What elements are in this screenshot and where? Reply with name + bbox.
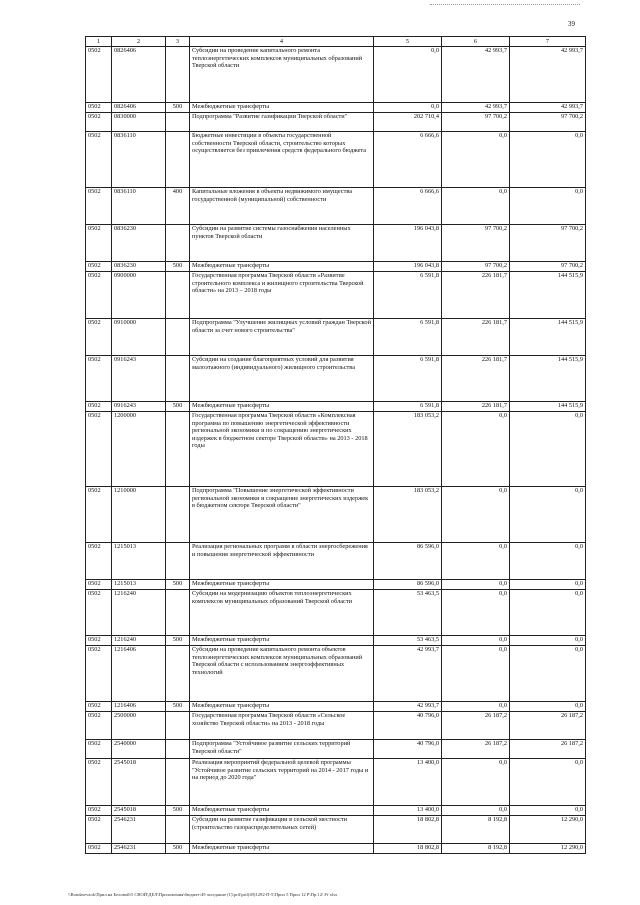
amount-year3-cell: 0,0	[510, 487, 586, 543]
amount-year3-cell: 0,0	[510, 806, 586, 816]
table-row	[86, 816, 586, 844]
description-cell: Субсидии на развитие газификации в сельской местности (строительство газораспределительных сетей)	[190, 816, 374, 844]
table-row	[86, 580, 586, 590]
amount-year2-cell: 26 187,2	[442, 712, 510, 740]
budget-table	[85, 36, 586, 854]
expense-type-cell	[166, 543, 190, 580]
amount-year2-cell: 0,0	[442, 590, 510, 636]
amount-year1-cell: 183 053,2	[374, 412, 442, 487]
amount-year2-cell: 97 700,2	[442, 225, 510, 262]
amount-year1-cell: 40 796,0	[374, 740, 442, 759]
amount-year2-cell: 26 187,2	[442, 740, 510, 759]
amount-year3-cell: 26 187,2	[510, 712, 586, 740]
table-row	[86, 412, 586, 487]
target-article-cell: 2540000	[112, 740, 166, 759]
description-cell: Подпрограмма "Повышение энергетической эффективности региональной экономики и сокращение энергетических издержек в бюджетном секторе Тверской области"	[190, 487, 374, 543]
expense-type-cell	[166, 759, 190, 806]
section-code-cell: 0502	[86, 712, 112, 740]
target-article-cell: 0836110	[112, 132, 166, 188]
amount-year1-cell: 18 802,8	[374, 844, 442, 854]
top-dotted-mark	[430, 4, 580, 6]
section-code-cell: 0502	[86, 402, 112, 412]
target-article-cell: 0830000	[112, 113, 166, 132]
target-article-cell: 2546231	[112, 816, 166, 844]
table-row	[86, 487, 586, 543]
table-row	[86, 319, 586, 356]
amount-year2-cell: 42 993,7	[442, 47, 510, 103]
table-row	[86, 590, 586, 636]
amount-year1-cell: 42 993,7	[374, 702, 442, 712]
amount-year1-cell: 40 796,0	[374, 712, 442, 740]
target-article-cell: 1216406	[112, 702, 166, 712]
description-cell: Субсидии на развитие системы газоснабжения населенных пунктов Тверской области	[190, 225, 374, 262]
table-row	[86, 103, 586, 113]
description-cell: Межбюджетные трансферты	[190, 636, 374, 646]
header-col-7: 7	[510, 37, 586, 47]
table-row	[86, 646, 586, 702]
target-article-cell: 0916243	[112, 356, 166, 402]
description-cell: Межбюджетные трансферты	[190, 402, 374, 412]
amount-year1-cell: 6 591,8	[374, 319, 442, 356]
expense-type-cell: 500	[166, 636, 190, 646]
amount-year1-cell: 13 400,0	[374, 759, 442, 806]
amount-year3-cell: 97 700,2	[510, 225, 586, 262]
amount-year1-cell: 18 802,8	[374, 816, 442, 844]
description-cell: Государственная программа Тверской области «Комплексная программа по повышению энергетической эффективности региональной экономики и по сокращению энергетических издержек в бюджетном секторе Тверской области» на 2013 - 2018 годы	[190, 412, 374, 487]
description-cell: Государственная программа Тверской области «Развитие строительного комплекса и жилищного строительства Тверской области» на 2013 – 2018 годы	[190, 272, 374, 319]
section-code-cell: 0502	[86, 487, 112, 543]
expense-type-cell	[166, 132, 190, 188]
amount-year3-cell: 144 515,9	[510, 319, 586, 356]
amount-year2-cell: 0,0	[442, 702, 510, 712]
amount-year3-cell: 0,0	[510, 543, 586, 580]
amount-year2-cell: 0,0	[442, 543, 510, 580]
target-article-cell: 1216406	[112, 646, 166, 702]
section-code-cell: 0502	[86, 759, 112, 806]
amount-year2-cell: 0,0	[442, 646, 510, 702]
table-header-row	[86, 37, 586, 47]
amount-year2-cell: 226 181,7	[442, 319, 510, 356]
amount-year3-cell: 0,0	[510, 646, 586, 702]
table-row	[86, 844, 586, 854]
description-cell: Субсидии на проведение капитального ремонта объектов теплоэнергетических комплексов муниципальных образований Тверской области с использованием энергоэффективных технологий	[190, 646, 374, 702]
description-cell: Межбюджетные трансферты	[190, 702, 374, 712]
amount-year1-cell: 202 710,4	[374, 113, 442, 132]
amount-year3-cell: 144 515,9	[510, 356, 586, 402]
expense-type-cell	[166, 712, 190, 740]
target-article-cell: 0910000	[112, 319, 166, 356]
amount-year1-cell: 53 463,5	[374, 636, 442, 646]
amount-year1-cell: 86 596,0	[374, 580, 442, 590]
table-row	[86, 543, 586, 580]
amount-year3-cell: 144 515,9	[510, 272, 586, 319]
target-article-cell: 0836230	[112, 262, 166, 272]
table-body	[86, 47, 586, 854]
footer-file-path: \\Bondarevaok\Прил.на Беловой\5 СВОЙ\ДЕЛ\Приложения\бюджет\49 заседание (1)\pril\pril(49)1292-П-5\Прил 5 Прил 12 Р\Пр.12\ Ff xlsx	[68, 892, 338, 897]
amount-year3-cell: 0,0	[510, 132, 586, 188]
table-row	[86, 225, 586, 262]
description-cell: Бюджетные инвестиции в объекты государственной собственности Тверской области, строительство которых осуществляется без привлечения средств федерального бюджета	[190, 132, 374, 188]
amount-year3-cell: 97 700,2	[510, 262, 586, 272]
description-cell: Подпрограмма "Устойчивое развитие сельских территорий Тверской области"	[190, 740, 374, 759]
expense-type-cell	[166, 356, 190, 402]
section-code-cell: 0502	[86, 47, 112, 103]
amount-year3-cell: 0,0	[510, 412, 586, 487]
table-row	[86, 188, 586, 225]
amount-year2-cell: 226 181,7	[442, 356, 510, 402]
amount-year2-cell: 8 192,8	[442, 844, 510, 854]
description-cell: Межбюджетные трансферты	[190, 103, 374, 113]
description-cell: Межбюджетные трансферты	[190, 262, 374, 272]
expense-type-cell: 400	[166, 188, 190, 225]
description-cell: Субсидии на создание благоприятных условий для развития малоэтажного (индивидуального) жилищного строительства	[190, 356, 374, 402]
target-article-cell: 2500000	[112, 712, 166, 740]
section-code-cell: 0502	[86, 816, 112, 844]
target-article-cell: 0916243	[112, 402, 166, 412]
target-article-cell: 2545018	[112, 759, 166, 806]
amount-year2-cell: 0,0	[442, 132, 510, 188]
amount-year1-cell: 196 043,8	[374, 225, 442, 262]
amount-year3-cell: 42 993,7	[510, 103, 586, 113]
target-article-cell: 2546231	[112, 844, 166, 854]
table-row	[86, 47, 586, 103]
section-code-cell: 0502	[86, 543, 112, 580]
amount-year1-cell: 53 463,5	[374, 590, 442, 636]
section-code-cell: 0502	[86, 272, 112, 319]
table-row	[86, 806, 586, 816]
section-code-cell: 0502	[86, 113, 112, 132]
description-cell: Подпрограмма "Развитие газификации Тверской области"	[190, 113, 374, 132]
target-article-cell: 2545018	[112, 806, 166, 816]
amount-year2-cell: 0,0	[442, 487, 510, 543]
target-article-cell: 1210000	[112, 487, 166, 543]
table-row	[86, 759, 586, 806]
expense-type-cell: 500	[166, 844, 190, 854]
description-cell: Государственная программа Тверской области «Сельское хозяйство Тверской области» на 2013 - 2018 годы	[190, 712, 374, 740]
section-code-cell: 0502	[86, 103, 112, 113]
section-code-cell: 0502	[86, 580, 112, 590]
target-article-cell: 1216240	[112, 636, 166, 646]
amount-year1-cell: 42 993,7	[374, 646, 442, 702]
amount-year2-cell: 0,0	[442, 412, 510, 487]
amount-year2-cell: 97 700,2	[442, 113, 510, 132]
header-col-5: 5	[374, 37, 442, 47]
section-code-cell: 0502	[86, 225, 112, 262]
amount-year1-cell: 6 591,8	[374, 272, 442, 319]
expense-type-cell	[166, 113, 190, 132]
table-row	[86, 356, 586, 402]
target-article-cell: 0826406	[112, 47, 166, 103]
amount-year3-cell: 0,0	[510, 188, 586, 225]
section-code-cell: 0502	[86, 262, 112, 272]
target-article-cell: 0836230	[112, 225, 166, 262]
amount-year3-cell: 12 290,0	[510, 844, 586, 854]
expense-type-cell	[166, 487, 190, 543]
amount-year2-cell: 0,0	[442, 636, 510, 646]
table-row	[86, 262, 586, 272]
table-row	[86, 402, 586, 412]
page-number: 39	[568, 20, 575, 28]
target-article-cell: 1215013	[112, 580, 166, 590]
section-code-cell: 0502	[86, 646, 112, 702]
target-article-cell: 1200000	[112, 412, 166, 487]
expense-type-cell	[166, 816, 190, 844]
expense-type-cell	[166, 740, 190, 759]
amount-year1-cell: 86 596,0	[374, 543, 442, 580]
expense-type-cell: 500	[166, 702, 190, 712]
header-col-2: 2	[112, 37, 166, 47]
section-code-cell: 0502	[86, 590, 112, 636]
amount-year3-cell: 12 290,0	[510, 816, 586, 844]
amount-year2-cell: 0,0	[442, 188, 510, 225]
description-cell: Межбюджетные трансферты	[190, 806, 374, 816]
header-col-4: 4	[190, 37, 374, 47]
section-code-cell: 0502	[86, 412, 112, 487]
description-cell: Подпрограмма "Улучшение жилищных условий граждан Тверской области за счет нового строительства"	[190, 319, 374, 356]
section-code-cell: 0502	[86, 702, 112, 712]
target-article-cell: 0900000	[112, 272, 166, 319]
section-code-cell: 0502	[86, 319, 112, 356]
expense-type-cell: 500	[166, 806, 190, 816]
amount-year3-cell: 26 187,2	[510, 740, 586, 759]
expense-type-cell: 500	[166, 262, 190, 272]
amount-year1-cell: 13 400,0	[374, 806, 442, 816]
expense-type-cell	[166, 272, 190, 319]
amount-year2-cell: 0,0	[442, 806, 510, 816]
amount-year3-cell: 0,0	[510, 636, 586, 646]
section-code-cell: 0502	[86, 132, 112, 188]
expense-type-cell	[166, 319, 190, 356]
amount-year1-cell: 6 591,8	[374, 402, 442, 412]
section-code-cell: 0502	[86, 636, 112, 646]
target-article-cell: 1216240	[112, 590, 166, 636]
amount-year3-cell: 0,0	[510, 590, 586, 636]
expense-type-cell	[166, 225, 190, 262]
amount-year1-cell: 196 043,8	[374, 262, 442, 272]
amount-year2-cell: 0,0	[442, 759, 510, 806]
header-col-3: 3	[166, 37, 190, 47]
table-row	[86, 740, 586, 759]
header-col-1: 1	[86, 37, 112, 47]
description-cell: Межбюджетные трансферты	[190, 580, 374, 590]
amount-year2-cell: 0,0	[442, 580, 510, 590]
amount-year1-cell: 0,0	[374, 103, 442, 113]
table-row	[86, 132, 586, 188]
section-code-cell: 0502	[86, 188, 112, 225]
section-code-cell: 0502	[86, 740, 112, 759]
target-article-cell: 1215013	[112, 543, 166, 580]
table-row	[86, 272, 586, 319]
target-article-cell: 0836110	[112, 188, 166, 225]
section-code-cell: 0502	[86, 356, 112, 402]
description-cell: Реализация региональных программ в области энергосбережения и повышения энергетической эффективности	[190, 543, 374, 580]
amount-year1-cell: 183 053,2	[374, 487, 442, 543]
expense-type-cell: 500	[166, 580, 190, 590]
table-row	[86, 636, 586, 646]
expense-type-cell	[166, 412, 190, 487]
amount-year1-cell: 6 591,8	[374, 356, 442, 402]
description-cell: Субсидии на проведение капитального ремонта теплоэнергетических комплексов муниципальных образований Тверской области	[190, 47, 374, 103]
table-row	[86, 712, 586, 740]
amount-year3-cell: 0,0	[510, 580, 586, 590]
amount-year3-cell: 97 700,2	[510, 113, 586, 132]
description-cell: Капитальные вложения в объекты недвижимого имущества государственной (муниципальной) собственности	[190, 188, 374, 225]
amount-year2-cell: 8 192,8	[442, 816, 510, 844]
description-cell: Субсидии на модернизацию объектов теплоэнергетических комплексов муниципальных образований Тверской области	[190, 590, 374, 636]
amount-year2-cell: 226 181,7	[442, 402, 510, 412]
header-col-6: 6	[442, 37, 510, 47]
amount-year3-cell: 0,0	[510, 759, 586, 806]
description-cell: Межбюджетные трансферты	[190, 844, 374, 854]
amount-year1-cell: 6 666,6	[374, 132, 442, 188]
amount-year3-cell: 144 515,9	[510, 402, 586, 412]
amount-year2-cell: 97 700,2	[442, 262, 510, 272]
expense-type-cell: 500	[166, 103, 190, 113]
table-row	[86, 113, 586, 132]
section-code-cell: 0502	[86, 806, 112, 816]
amount-year3-cell: 42 993,7	[510, 47, 586, 103]
table-row	[86, 702, 586, 712]
description-cell: Реализация мероприятий федеральной целевой программы "Устойчивое развитие сельских территорий на 2014 - 2017 годы и на период до 2020 года"	[190, 759, 374, 806]
expense-type-cell	[166, 646, 190, 702]
expense-type-cell	[166, 47, 190, 103]
expense-type-cell: 500	[166, 402, 190, 412]
amount-year1-cell: 6 666,6	[374, 188, 442, 225]
section-code-cell: 0502	[86, 844, 112, 854]
amount-year1-cell: 0,0	[374, 47, 442, 103]
expense-type-cell	[166, 590, 190, 636]
amount-year2-cell: 42 993,7	[442, 103, 510, 113]
amount-year3-cell: 0,0	[510, 702, 586, 712]
target-article-cell: 0826406	[112, 103, 166, 113]
amount-year2-cell: 226 181,7	[442, 272, 510, 319]
